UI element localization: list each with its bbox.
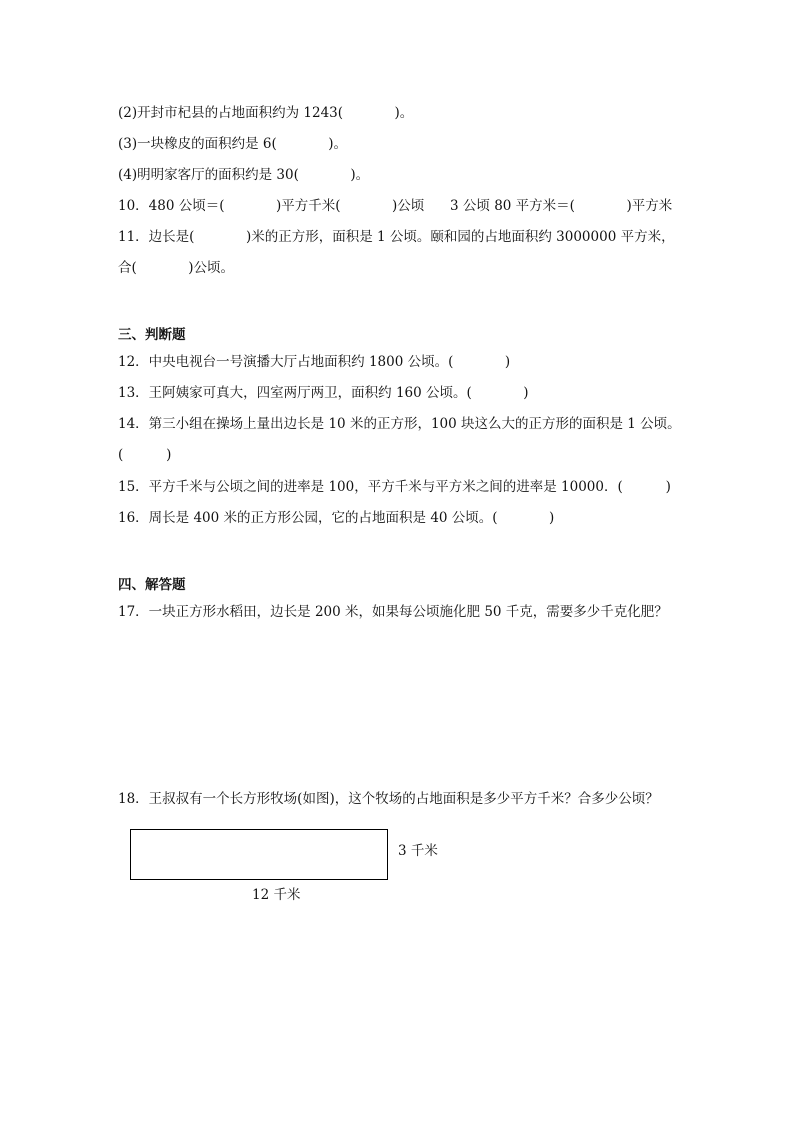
question-15: 15．平方千米与公顷之间的进率是 100，平方千米与平方米之间的进率是 10000．( ) xyxy=(118,479,671,495)
question-14-line-2: ( ) xyxy=(118,447,172,463)
rectangle-figure xyxy=(130,829,388,880)
section-heading-judgement: 三、判断题 xyxy=(118,327,186,343)
question-12: 12．中央电视台一号演播大厅占地面积约 1800 公顷。( ) xyxy=(118,354,511,370)
question-14-line-1: 14．第三小组在操场上量出边长是 10 米的正方形，100 块这么大的正方形的面积是 1 公顷。 xyxy=(118,416,681,432)
question-11-line-1: 11．边长是( )米的正方形，面积是 1 公顷。颐和园的占地面积约 3000000 平方米， xyxy=(118,229,675,245)
question-13: 13．王阿姨家可真大，四室两厅两卫，面积约 160 公顷。( ) xyxy=(118,385,529,401)
figure-width-label: 12 千米 xyxy=(252,887,301,903)
question-9-2: (2)开封市杞县的占地面积约为 1243( )。 xyxy=(118,105,414,121)
question-10: 10．480 公顷＝( )平方千米( )公顷 3 公顷 80 平方米＝( )平方米 xyxy=(118,198,673,214)
question-9-4: (4)明明家客厅的面积约是 30( )。 xyxy=(118,167,370,183)
question-18: 18．王叔叔有一个长方形牧场(如图)，这个牧场的占地面积是多少平方千米？合多少公顷？ xyxy=(118,791,659,807)
question-16: 16．周长是 400 米的正方形公园，它的占地面积是 40 公顷。( ) xyxy=(118,510,555,526)
question-17: 17．一块正方形水稻田，边长是 200 米，如果每公顷施化肥 50 千克，需要多少千克化肥？ xyxy=(118,604,668,620)
question-9-3: (3)一块橡皮的面积约是 6( )。 xyxy=(118,136,348,152)
question-11-line-2: 合( )公顷。 xyxy=(118,260,235,276)
section-heading-solve: 四、解答题 xyxy=(118,577,186,593)
figure-height-label: 3 千米 xyxy=(398,843,438,859)
